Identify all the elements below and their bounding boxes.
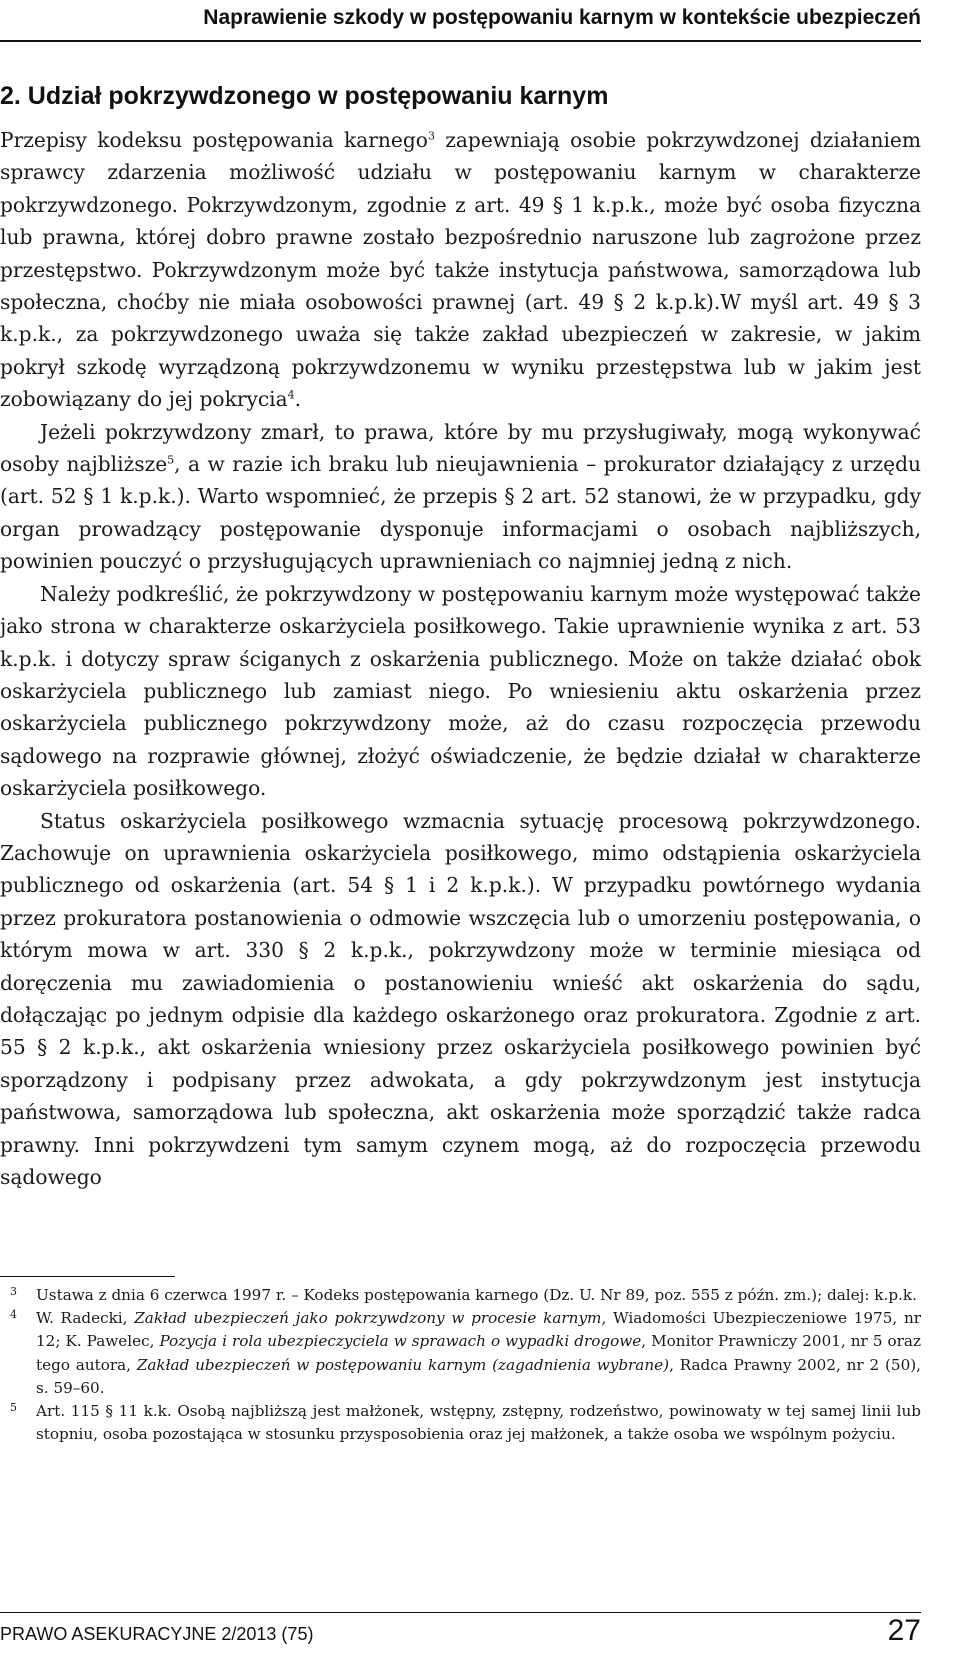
paragraph-2 <box>0 416 921 578</box>
footer-divider <box>0 1612 921 1613</box>
footnotes <box>0 1284 921 1446</box>
footnote-text: Ustawa z dnia 6 czerwca 1997 r. – Kodeks postępowania karnego (Dz. U. Nr 89, poz. 555 z późn. zm.); dalej: k.p.k. <box>36 1286 917 1304</box>
header-divider <box>0 40 921 42</box>
paragraph-3: Należy podkreślić, że pokrzywdzony w postępowaniu karnym może występować także jako strona w charakterze oskarżyciela posiłkowego. Takie uprawnienie wynika z art. 53 k.p.k. i dotyczy spraw ściganych z oskarżenia publicznego. Może on także działać obok oskarżyciela publicznego lub zamiast niego. Po wniesieniu aktu oskarżenia przez oskarżyciela publicznego pokrzywdzony może, aż do czasu rozpoczęcia przewodu sądowego na rozprawie głównej, złożyć oświadczenie, że będzie działał w charakterze oskarżyciela posiłkowego. <box>0 581 921 801</box>
footnote-divider <box>0 1276 175 1277</box>
paragraph-4: Status oskarżyciela posiłkowego wzmacnia sytuację procesową pokrzywdzonego. Zachowuje on uprawnienia oskarżyciela posiłkowego, mimo odstąpienia oskarżyciela publicznego od oskarżenia (art. 54 § 1 i 2 k.p.k.). W przypadku powtórnego wydania przez prokuratora postanowienia o odmowie wszczęcia lub o umorzeniu postępowania, o którym mowa w art. 330 § 2 k.p.k., pokrzywdzony może w terminie miesiąca od doręczenia mu zawiadomienia o postanowieniu wnieść akt oskarżenia do sądu, dołączając po jednym odpisie dla każdego oskarżonego oraz prokuratora. Zgodnie z art. 55 § 2 k.p.k., akt oskarżenia wniesiony przez oskarżyciela posiłkowego powinien być sporządzony i podpisany przez adwokata, a gdy pokrzywdzonym jest instytucja państwowa, samorządowa lub społeczna, akt oskarżenia może sporządzić także radca prawny. Inni pokrzywdzeni tym samym czynem mogą, aż do rozpoczęcia przewodu sądowego <box>0 808 921 1189</box>
footnote-text: Art. 115 § 11 k.k. Osobą najbliższą jest małżonek, wstępny, zstępny, rodzeństwo, powinowaty w tej samej linii lub stopniu, osoba pozostająca w stosunku przysposobienia oraz jej małżonek, a także osoba we wspólnym pożyciu. <box>36 1402 921 1444</box>
journal-issue: PRAWO ASEKURACYJNE 2/2013 (75) <box>0 1624 314 1644</box>
citation-title: Zakład ubezpieczeń w postępowaniu karnym (zagadnienia wybrane) <box>136 1355 670 1374</box>
footnote-number: 5 <box>10 1401 17 1415</box>
footnote-3 <box>0 1284 921 1307</box>
section-title: 2. Udział pokrzywdzonego w postępowaniu karnym <box>0 82 609 110</box>
footnote-ref-3[interactable]: 3 <box>427 129 435 143</box>
paragraph-1 <box>0 124 921 416</box>
footnote-text: , Wiadomości Ubezpieczeniowe 1975, nr 12; K. Pawelec, <box>36 1309 922 1351</box>
paragraph-2-part-a: Jeżeli pokrzywdzony zmarł, to prawa, które by mu przysługiwały, mogą wykonywać osoby najbliższe <box>0 419 921 477</box>
paragraph-2-part-b: , a w razie ich braku lub nieujawnienia – prokurator działający z urzędu (art. 52 § 1 k.p.k.). Warto wspomnieć, że przepis § 2 art. 52 stanowi, że w przypadku, gdy organ prowadzący postępowanie dysponuje informacjami o osobach najbliższych, powinien pouczyć o przysługujących uprawnieniach co najmniej jedną z nich. <box>0 452 922 574</box>
footnote-ref-5[interactable]: 5 <box>167 453 175 467</box>
citation-title: Zakład ubezpieczeń jako pokrzywdzony w procesie karnym <box>134 1309 602 1328</box>
footnote-4 <box>0 1307 921 1400</box>
paragraph-1-part-a: Przepisy kodeksu postępowania karnego <box>0 128 428 152</box>
footnote-number: 4 <box>10 1308 17 1322</box>
running-header: Naprawienie szkody w postępowaniu karnym w kontekście ubezpieczeń <box>203 6 921 29</box>
citation-title: Pozycja i rola ubezpieczyciela w sprawach o wypadki drogowe <box>159 1332 642 1351</box>
body-text <box>0 124 921 1193</box>
footnote-ref-4[interactable]: 4 <box>287 388 295 402</box>
paragraph-1-part-c: . <box>294 387 302 412</box>
page-number: 27 <box>887 1614 921 1647</box>
footnote-number: 3 <box>10 1285 17 1298</box>
footnote-text: , Radca Prawny 2002, nr 2 (50), s. 59–60. <box>36 1355 921 1397</box>
footnote-text: , Monitor Prawniczy 2001, nr 5 oraz tego autora, <box>36 1332 921 1374</box>
footnote-text: W. Radecki, <box>36 1309 135 1328</box>
paragraph-1-part-b: zapewniają osobie pokrzywdzonej działaniem sprawcy zdarzenia możliwość udziału w postępowaniu karnym w charakterze pokrzywdzonego. Pokrzywdzonym, zgodnie z art. 49 § 1 k.p.k., może być osoba fizyczna lub prawna, której dobro prawne zostało bezpośrednio naruszone lub zagrożone przez przestępstwo. Pokrzywdzonym może być także instytucja państwowa, samorządowa lub społeczna, choćby nie miała osobowości prawnej (art. 49 § 2 k.p.k).W myśl art. 49 § 3 k.p.k., za pokrzywdzonego uważa się także zakład ubezpieczeń w zakresie, w jakim pokrył szkodę wyrządzoną pokrzywdzonemu w wyniku przestępstwa lub w jakim jest zobowiązany do jej pokrycia <box>0 128 922 412</box>
footnote-5 <box>0 1400 921 1446</box>
